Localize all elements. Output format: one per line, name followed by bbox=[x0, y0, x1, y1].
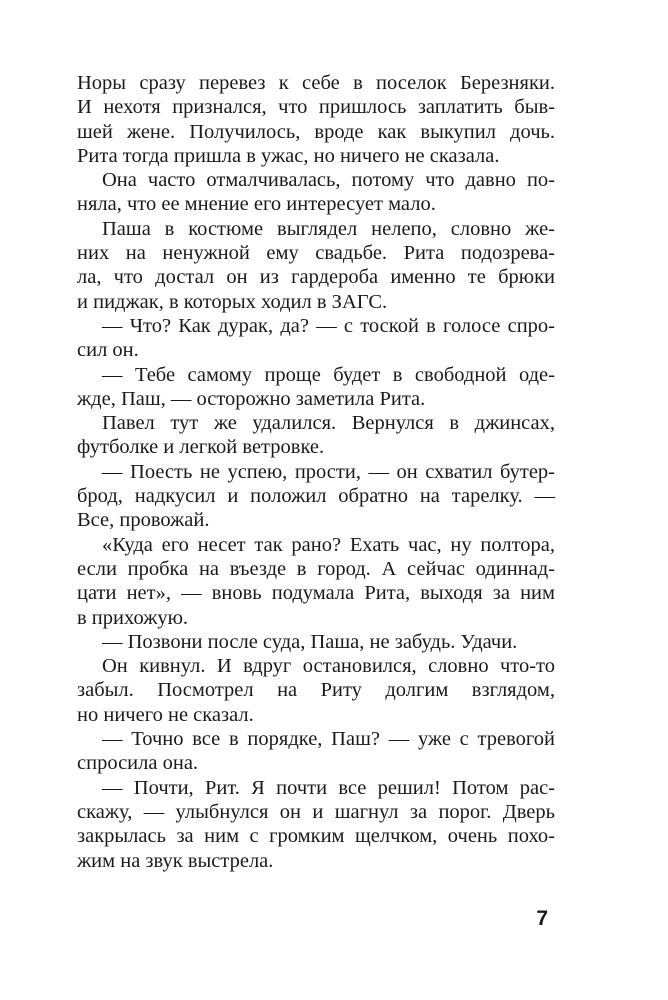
page-number: 7 bbox=[536, 907, 548, 930]
text-line: жде, Паш, — осторожно заметила Рита. bbox=[77, 387, 426, 410]
paragraph-5 bbox=[77, 363, 555, 412]
text-line: скажу, — улыбнулся он и шагнул за порог. Дверь bbox=[77, 800, 555, 823]
text-line: Павел тут же удалился. Вернулся в джинсах, bbox=[102, 412, 555, 435]
text-line: жим на звук выстрела. bbox=[77, 849, 274, 872]
paragraph-7 bbox=[77, 460, 555, 533]
text-line: Паша в костюме выглядел нелепо, словно же- bbox=[102, 217, 555, 240]
body-text bbox=[77, 71, 555, 873]
paragraph-4 bbox=[77, 314, 555, 363]
paragraph-11 bbox=[77, 727, 555, 776]
text-line: спросила она. bbox=[77, 752, 199, 775]
paragraph-1 bbox=[77, 71, 555, 168]
paragraph-9 bbox=[77, 630, 555, 654]
text-line: И нехотя признался, что пришлось заплатить быв- bbox=[77, 96, 555, 119]
text-line: забыл. Посмотрел на Риту долгим взглядом, bbox=[77, 679, 555, 702]
text-line: Рита тогда пришла в ужас, но ничего не сказала. bbox=[77, 144, 500, 167]
text-line: — Тебе самому проще будет в свободной оде- bbox=[102, 363, 555, 386]
text-line: — Точно все в порядке, Паш? — уже с тревогой bbox=[102, 728, 555, 751]
text-line: «Куда его несет так рано? Ехать час, ну полтора, bbox=[102, 533, 555, 556]
text-line: Норы сразу перевез к себе в поселок Березняки. bbox=[77, 72, 555, 94]
text-line: шей жене. Получилось, вроде как выкупил дочь. bbox=[77, 120, 555, 143]
text-line: — Что? Как дурак, да? — с тоской в голосе спро- bbox=[102, 314, 555, 337]
text-line: и пиджак, в которых ходил в ЗАГС. bbox=[77, 290, 388, 313]
text-line: но ничего не сказал. bbox=[77, 703, 254, 726]
text-line: — Поесть не успею, прости, — он схватил бутер- bbox=[102, 460, 555, 483]
paragraph-6 bbox=[77, 411, 555, 460]
text-line: цати нет», — вновь подумала Рита, выходя за ним bbox=[77, 582, 555, 605]
text-line: Все, провожай. bbox=[77, 509, 210, 532]
text-line: брод, надкусил и положил обратно на тарелку. — bbox=[77, 485, 555, 508]
paragraph-3 bbox=[77, 217, 555, 314]
text-line: — Почти, Рит. Я почти все решил! Потом рас- bbox=[102, 776, 555, 799]
text-line: в прихожую. bbox=[77, 606, 189, 629]
text-line: Она часто отмалчивалась, потому что давно по- bbox=[102, 169, 555, 192]
paragraph-8 bbox=[77, 533, 555, 630]
text-line: Он кивнул. И вдруг остановился, словно что-то bbox=[102, 655, 555, 678]
text-line: них на ненужной ему свадьбе. Рита подозрева- bbox=[77, 242, 555, 265]
paragraph-10 bbox=[77, 654, 555, 727]
text-line: ла, что достал он из гардероба именно те брюки bbox=[77, 266, 555, 289]
text-line: няла, что ее мнение его интересует мало. bbox=[77, 193, 436, 216]
paragraph-12 bbox=[77, 776, 555, 873]
paragraph-2 bbox=[77, 168, 555, 217]
text-line: если пробка на въезде в город. А сейчас одиннад- bbox=[77, 557, 555, 580]
text-line: — Позвони после суда, Паша, не забудь. Удачи. bbox=[102, 630, 518, 653]
text-line: сил он. bbox=[77, 339, 139, 362]
text-line: футболке и легкой ветровке. bbox=[77, 436, 325, 459]
text-line: закрылась за ним с громким щелчком, очень похо- bbox=[77, 825, 555, 848]
